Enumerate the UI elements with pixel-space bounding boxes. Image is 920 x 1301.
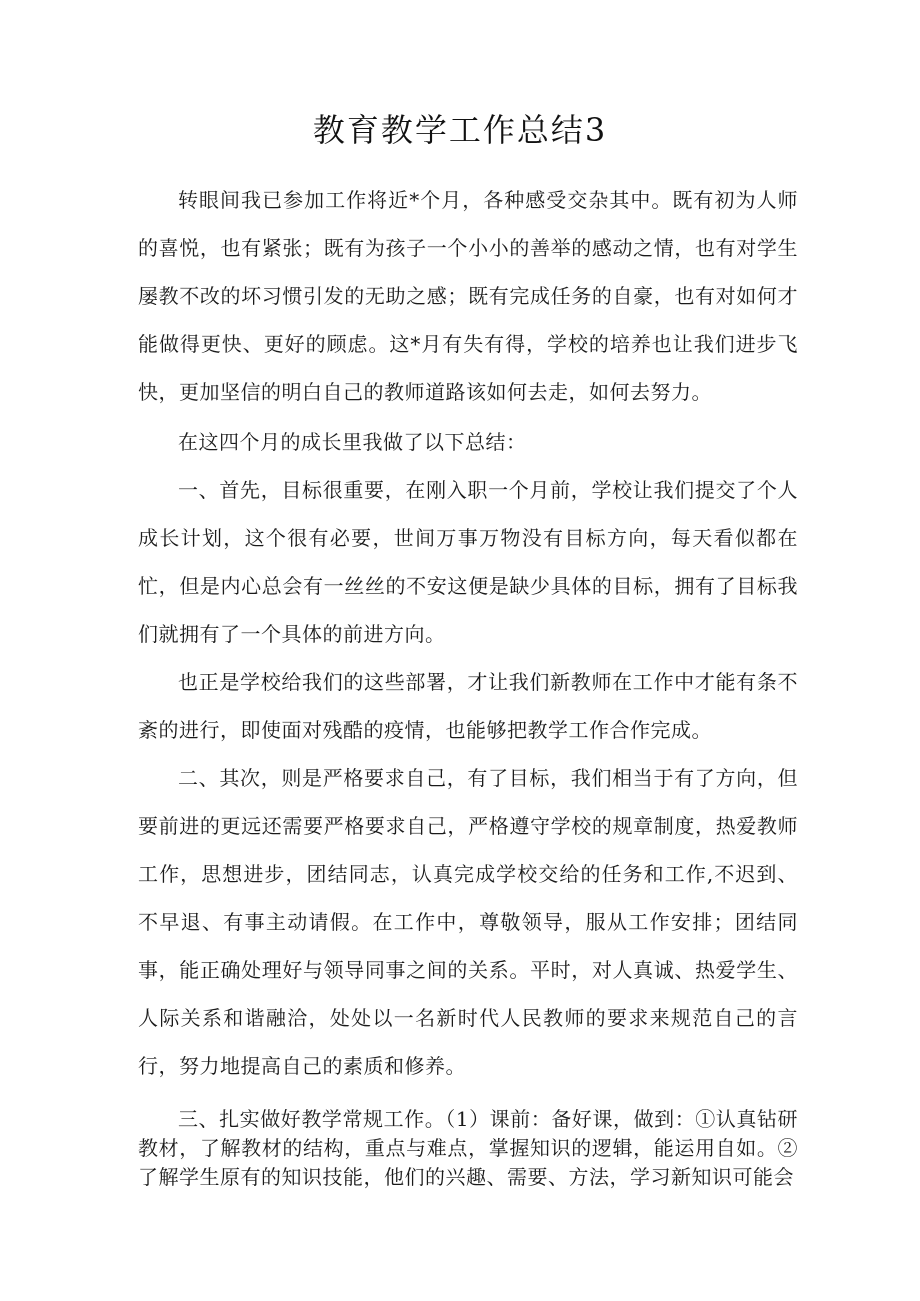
paragraph-intro: 转眼间我已参加工作将近*个月，各种感受交杂其中。既有初为人师的喜悦，也有紧张；既有为孩子一个小小的善举的感动之情，也有对学生屡教不改的坏习惯引发的无助之感；既有完成任务的自豪，也有对如何才能做得更快、更好的顾虑。这*月有失有得，学校的培养也让我们进步飞快，更加坚信的明白自己的教师道路该如何去走，如何去努力。	[138, 188, 798, 404]
paragraph-point-two: 二、其次，则是严格要求自己，有了目标，我们相当于有了方向，但要前进的更远还需要严格要求自己，严格遵守学校的规章制度，热爱教师工作，思想进步，团结同志，认真完成学校交给的任务和工作,不迟到、不早退、有事主动请假。在工作中，尊敬领导，服从工作安排；团结同事，能正确处理好与领导同事之间的关系。平时，对人真诚、热爱学生、人际关系和谐融洽，处处以一名新时代人民教师的要求来规范自己的言行，努力地提高自己的素质和修养。	[138, 766, 798, 1078]
paragraph-point-three: 三、扎实做好教学常规工作。（1）课前：备好课，做到：①认真钻研教材，了解教材的结构，重点与难点，掌握知识的逻辑，能运用自如。②了解学生原有的知识技能，他们的兴趣、需要、方法，学习新知识可能会	[138, 1107, 798, 1189]
page-title: 教育教学工作总结3	[312, 111, 608, 149]
paragraph-school-deployment: 也正是学校给我们的这些部署，才让我们新教师在工作中才能有条不紊的进行，即使面对残酷的疫情，也能够把教学工作合作完成。	[138, 670, 798, 742]
paragraph-point-one: 一、首先，目标很重要，在刚入职一个月前，学校让我们提交了个人成长计划，这个很有必要，世间万事万物没有目标方向，每天看似都在忙，但是内心总会有一丝丝的不安这便是缺少具体的目标，拥有了目标我们就拥有了一个具体的前进方向。	[138, 478, 798, 646]
paragraph-summary-lead: 在这四个月的成长里我做了以下总结：	[178, 430, 527, 454]
